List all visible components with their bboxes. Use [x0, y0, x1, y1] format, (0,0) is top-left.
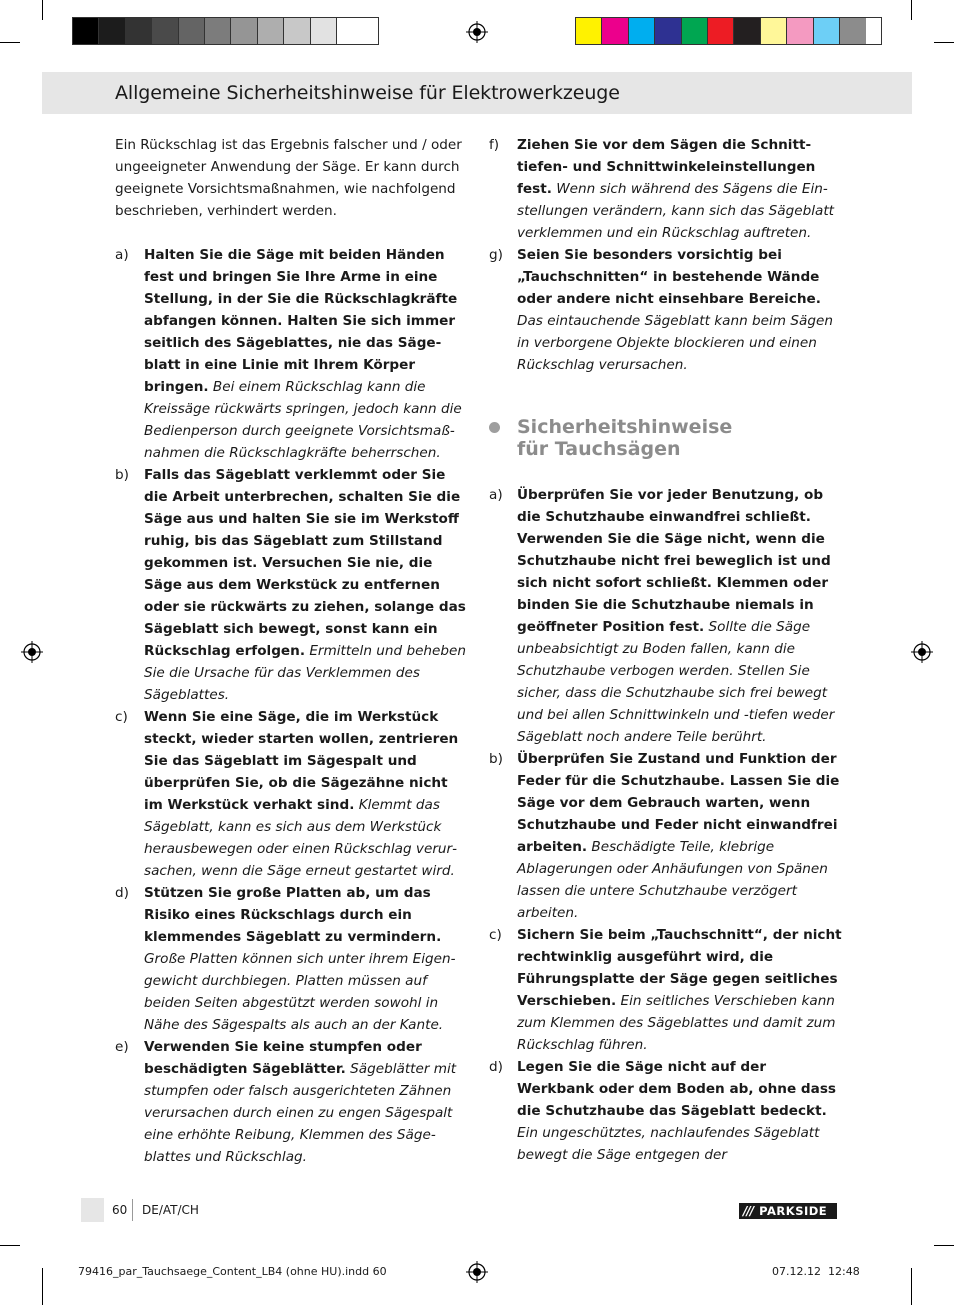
section-title-line-2: für Tauchsägen: [517, 438, 681, 460]
color-swatch: [629, 18, 655, 44]
item-label: b): [115, 467, 129, 483]
right-column: [489, 134, 845, 1166]
color-swatch: [602, 18, 628, 44]
item-instruction-bold: Legen Sie die Säge nicht auf der Werkbank oder dem Boden ab, ohne dass die Schutzhaube das Sägeblatt bedeckt.: [517, 1059, 836, 1119]
logo-slashes: ///: [743, 1204, 754, 1218]
item-label: g): [489, 247, 503, 263]
item-explanation-italic: Beschädigte Teile, klebrige Ablagerungen oder Anhäufungen von Spänen lassen die untere Schutzhaube verzögert arbeiten.: [517, 839, 828, 921]
region-code: DE/AT/CH: [142, 1203, 199, 1217]
color-swatch: [311, 18, 337, 44]
item-instruction-bold: Ziehen Sie vor dem Sägen die Schnitttiefen- und Schnittwinkeleinstellungen fest.: [517, 137, 816, 197]
color-swatch: [734, 18, 760, 44]
color-swatch: [99, 18, 125, 44]
color-swatch: [179, 18, 205, 44]
item-label: f): [489, 137, 500, 153]
slug-time: 12:48: [828, 1265, 860, 1278]
item-label: c): [489, 927, 502, 943]
item-instruction-bold: Verwenden Sie keine stumpfen oder beschädigten Sägeblätter.: [144, 1039, 422, 1077]
color-swatch: [337, 18, 363, 44]
color-swatch: [205, 18, 231, 44]
item-label: d): [115, 885, 129, 901]
item-label: a): [489, 487, 503, 503]
color-swatch: [682, 18, 708, 44]
instruction-item: [489, 134, 845, 244]
item-instruction-bold: Wenn Sie eine Säge, die im Werkstück steckt, wieder starten wollen, zentrieren Sie das Sägeblatt im Sägespalt und überprüfen Sie, ob die Sägezähne nicht im Werkstück verhakt sind.: [144, 709, 459, 813]
instruction-item: [115, 706, 470, 882]
page-number: 60: [112, 1203, 128, 1217]
item-label: a): [115, 247, 129, 263]
registration-mark-icon: [466, 1261, 488, 1283]
bullet-dot-icon: [489, 422, 500, 433]
crop-mark: [911, 0, 912, 20]
item-explanation-italic: Ein ungeschütztes, nachlaufendes Sägeblatt bewegt die Säge entgegen der: [517, 1125, 820, 1163]
item-explanation-italic: Sollte die Säge unbeabsichtigt zu Boden fallen, kann die Schutzhaube verbogen werden. Stellen Sie sicher, dass die Schutzhaube sich frei bewegt und bei allen Schnittwinkeln und -tiefen weder Sägeblatt noch andere Teile berührt.: [517, 619, 835, 745]
page-header: [42, 72, 912, 114]
page-number-box: [81, 1198, 104, 1222]
item-instruction-bold: Seien Sie besonders vorsichtig bei „Tauchschnitten“ in bestehende Wände oder andere nicht einsehbare Bereiche.: [517, 247, 821, 307]
instruction-item: [489, 1056, 845, 1166]
item-explanation-italic: Wenn sich während des Sägens die Einstellungen verändern, kann sich das Sägeblatt verklemmen und ein Rückschlag auftreten.: [517, 181, 835, 241]
instruction-item: [489, 924, 845, 1056]
crop-mark: [934, 1245, 954, 1246]
item-instruction-bold: Überprüfen Sie vor jeder Benutzung, ob die Schutzhaube einwandfrei schließt. Verwenden Sie die Säge nicht, wenn die Schutzhaube nicht frei beweglich ist und sich nicht sofort schließt. Klemmen oder binden Sie die Schutzhaube niemals in geöffneter Position fest.: [517, 487, 831, 635]
color-swatch: [840, 18, 866, 44]
item-label: d): [489, 1059, 503, 1075]
item-label: e): [115, 1039, 129, 1055]
instruction-item: [489, 244, 845, 376]
color-swatch: [73, 18, 99, 44]
instruction-item: [115, 464, 470, 706]
kickback-intro-paragraph: Ein Rückschlag ist das Ergebnis falscher und / oder ungeeigneter Anwendung der Säge. Er kann durch geeignete Vorsichtsmaßnahmen, wie nachfolgend beschrieben, verhindert werden.: [115, 137, 462, 219]
crop-mark: [934, 42, 954, 43]
crop-mark: [0, 42, 20, 43]
registration-mark-icon: [21, 641, 43, 663]
item-instruction-bold: Falls das Sägeblatt verklemmt oder Sie die Arbeit unterbrechen, schalten Sie die Säge aus und halten Sie sie im Werkstoff ruhig, bis das Sägeblatt zum Stillstand gekommen ist. Versuchen Sie nie, die Säge aus dem Werkstück zu entfernen oder sie rückwärts zu ziehen, solange das Sägeblatt sich bewegt, sonst kann ein Rückschlag erfolgen.: [144, 467, 466, 659]
section-title-line-1: Sicherheitshinweise: [517, 416, 733, 438]
item-explanation-italic: Das eintauchende Sägeblatt kann beim Sägen in verborgene Objekte blockieren und einen Rückschlag verursachen.: [517, 313, 833, 373]
logo-text: PARKSIDE: [759, 1204, 828, 1218]
item-explanation-italic: Große Platten können sich unter ihrem Eigengewicht durchbiegen. Platten müssen auf beiden Seiten abgestützt werden sowohl in Nähe des Sägespalts als auch an der Kante.: [144, 951, 456, 1033]
crop-mark: [42, 0, 43, 20]
color-swatch: [708, 18, 734, 44]
slug-filename: 79416_par_Tauchsaege_Content_LB4 (ohne HU).indd 60: [78, 1265, 387, 1278]
left-column: [115, 134, 470, 1168]
page-title: Allgemeine Sicherheitshinweise für Elektrowerkzeuge: [115, 82, 620, 104]
instruction-item: [489, 748, 845, 924]
color-swatch: [258, 18, 284, 44]
instruction-item: [115, 882, 470, 1036]
left-instruction-list: [115, 244, 470, 1168]
item-explanation-italic: Sägeblätter mit stumpfen oder falsch ausgerichteten Zähnen verursachen durch einen zu engen Sägespalt eine erhöhte Reibung, Klemmen des Sägeblattes und Rückschlag.: [144, 1061, 457, 1165]
item-instruction-bold: Überprüfen Sie Zustand und Funktion der Feder für die Schutzhaube. Lassen Sie die Säge vor dem Gebrauch warten, wenn Schutzhaube und Feder nicht einwandfrei arbeiten.: [517, 751, 840, 855]
parkside-logo: [739, 1203, 837, 1219]
item-instruction-bold: Halten Sie die Säge mit beiden Händen fest und bringen Sie Ihre Arme in eine Stellung, in der Sie die Rückschlagkräfte abfangen können. Halten Sie sich immer seitlich des Sägeblattes, nie das Sägeblatt in eine Linie mit Ihrem Körper bringen.: [144, 247, 458, 395]
item-label: b): [489, 751, 503, 767]
registration-mark-icon: [911, 641, 933, 663]
registration-mark-icon: [466, 21, 488, 43]
right-instruction-list-top: [489, 134, 845, 376]
color-swatch: [126, 18, 152, 44]
item-explanation-italic: Klemmt das Sägeblatt, kann es sich aus dem Werkstück herausbewegen oder einen Rückschlag verursachen, wenn die Säge erneut gestartet wird.: [144, 797, 458, 879]
crop-mark: [911, 1268, 912, 1305]
color-swatch: [787, 18, 813, 44]
color-swatch: [761, 18, 787, 44]
footer-divider: [132, 1199, 133, 1221]
slug-date: 07.12.12: [772, 1265, 821, 1278]
item-explanation-italic: Ermitteln und beheben Sie die Ursache für das Verklemmen des Sägeblattes.: [144, 643, 467, 703]
section-heading-plunge-saws: [489, 416, 845, 460]
instruction-item: [115, 244, 470, 464]
item-label: c): [115, 709, 128, 725]
color-swatch: [655, 18, 681, 44]
color-swatch: [231, 18, 257, 44]
color-swatch: [284, 18, 310, 44]
plunge-saw-instruction-list: [489, 484, 845, 1166]
item-explanation-italic: Bei einem Rückschlag kann die Kreissäge rückwärts springen, jedoch kann die Bedienperson durch geeignete Vorsichtsmaßnahmen die Rückschlagkräfte beherrschen.: [144, 379, 462, 461]
crop-mark: [42, 1268, 43, 1305]
color-swatch: [152, 18, 178, 44]
process-color-bar: [575, 17, 882, 45]
color-swatch: [576, 18, 602, 44]
item-instruction-bold: Stützen Sie große Platten ab, um das Risiko eines Rückschlags durch ein klemmendes Sägeblatt zu vermindern.: [144, 885, 442, 945]
grayscale-color-bar: [72, 17, 379, 45]
instruction-item: [115, 1036, 470, 1168]
crop-mark: [0, 1245, 20, 1246]
item-instruction-bold: Sichern Sie beim „Tauchschnitt“, der nicht rechtwinklig ausgeführt wird, die Führungsplatte der Säge gegen seitliches Verschieben.: [517, 927, 842, 1009]
instruction-item: [489, 484, 845, 748]
item-explanation-italic: Ein seitliches Verschieben kann zum Klemmen des Sägeblattes und damit zum Rückschlag führen.: [517, 993, 836, 1053]
color-swatch: [814, 18, 840, 44]
